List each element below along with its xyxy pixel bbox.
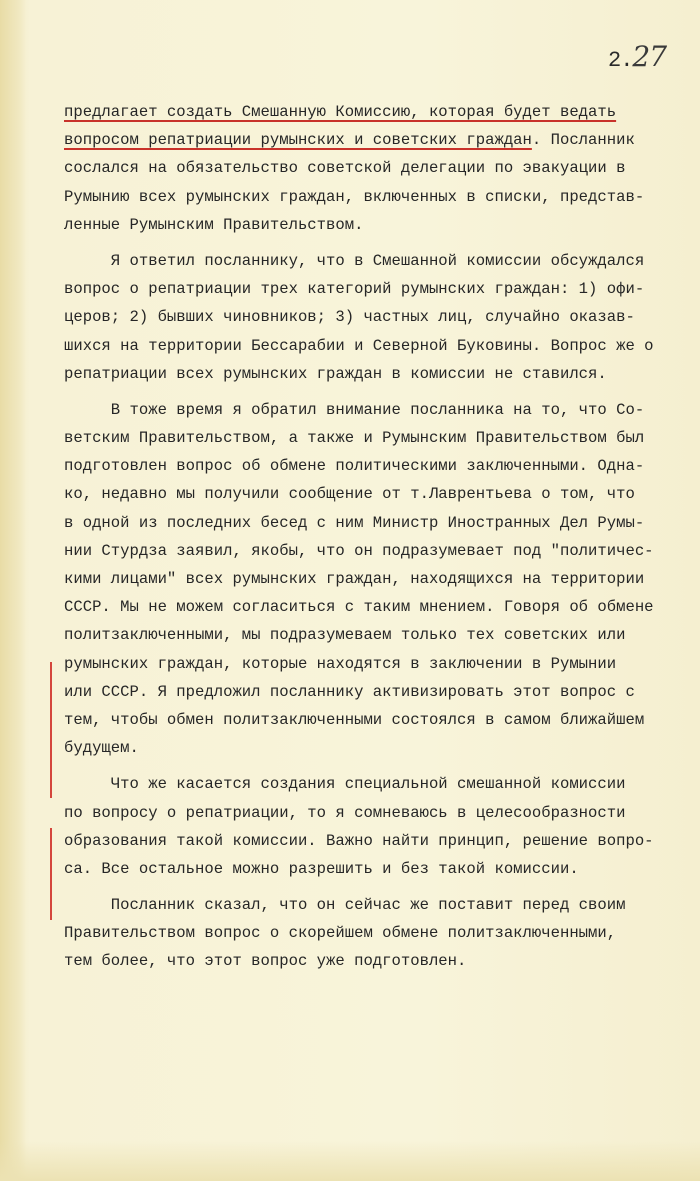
text-segment: Что же касается создания специальной смешанной комиссии — [64, 775, 626, 794]
text-segment: Румынию всех румынских граждан, включенных в списки, представ- — [64, 187, 645, 206]
text-line — [64, 424, 694, 452]
document-body — [64, 98, 694, 976]
text-segment: ко, недавно мы получили сообщение от т.Лаврентьева о том, что — [64, 485, 635, 504]
text-segment: Посланник сказал, что он сейчас же поставит перед своим — [64, 896, 626, 915]
text-line — [64, 332, 694, 360]
text-line — [64, 855, 694, 883]
text-line — [64, 126, 694, 154]
text-line — [64, 593, 694, 621]
text-segment: са. Все остальное можно разрешить и без такой комиссии. — [64, 859, 579, 878]
text-segment: будущем. — [64, 739, 139, 758]
paragraph-gap — [64, 239, 694, 247]
text-segment: сослался на обязательство советской делегации по эвакуации в — [64, 159, 626, 178]
text-line — [64, 919, 694, 947]
text-segment: в одной из последних бесед с ним Министр Иностранных Дел Румы- — [64, 513, 645, 532]
underlined-text: предлагает создать Смешанную Комиссию, которая будет ведать — [64, 103, 617, 121]
text-line — [64, 537, 694, 565]
text-segment: кими лицами" всех румынских граждан, находящихся на территории — [64, 570, 645, 588]
text-line — [64, 706, 694, 734]
paragraph-gap — [64, 388, 694, 396]
text-segment: шихся на территории Бессарабии и Северной Буковины. Вопрос же о — [64, 336, 654, 355]
text-segment: подготовлен вопрос об обмене политическими заключенными. Одна- — [64, 457, 645, 476]
text-line — [64, 247, 694, 275]
text-line — [64, 98, 694, 126]
text-segment: церов; 2) бывших чиновников; 3) частных лиц, случайно оказав- — [64, 308, 635, 327]
text-line — [64, 480, 694, 508]
text-line — [64, 303, 694, 331]
text-line — [64, 947, 694, 975]
text-line — [64, 154, 694, 182]
text-line — [64, 799, 694, 827]
text-segment: репатриации всех румынских граждан в комиссии не ставился. — [64, 364, 607, 383]
page-edge-shadow — [0, 0, 26, 1181]
text-segment: тем, чтобы обмен политзаключенными состоялся в самом ближайшем — [64, 710, 645, 729]
page-number-typed: 2. — [608, 48, 633, 73]
text-line — [64, 275, 694, 303]
margin-mark-commission — [50, 828, 52, 920]
text-line — [64, 565, 694, 593]
page-number — [608, 40, 666, 73]
text-line — [64, 360, 694, 388]
margin-mark-politprisoners — [50, 662, 52, 798]
text-segment: или СССР. Я предложил посланнику активизировать этот вопрос с — [64, 682, 635, 701]
text-segment: вопрос о репатриации трех категорий румынских граждан: 1) офи- — [64, 280, 645, 299]
text-line — [64, 734, 694, 762]
text-segment: СССР. Мы не можем согласиться с таким мнением. Говоря об обмене — [64, 598, 654, 617]
text-line — [64, 183, 694, 211]
text-segment: . Посланник — [531, 131, 635, 150]
text-line — [64, 396, 694, 424]
page-number-handwritten: 27 — [632, 40, 667, 73]
text-line — [64, 891, 694, 919]
page-bottom-shadow — [0, 1141, 700, 1181]
text-segment: Правительством вопрос о скорейшем обмене политзаключенными, — [64, 924, 617, 943]
text-line — [64, 770, 694, 798]
text-segment: политзаключенными, мы подразумеваем только тех советских или — [64, 626, 626, 645]
text-line — [64, 678, 694, 706]
text-segment: нии Стурдза заявил, якобы, что он подразумевает под "политичес- — [64, 541, 654, 560]
paragraph-gap — [64, 883, 694, 891]
text-segment: румынских граждан, которые находятся в заключении в Румынии — [64, 654, 617, 673]
underlined-text: вопросом репатриации румынских и советских граждан — [64, 131, 532, 150]
text-segment: по вопросу о репатриации, то я сомневаюсь в целесообразности — [64, 803, 626, 822]
text-segment: ленные Румынским Правительством. — [64, 215, 364, 234]
text-segment: В тоже время я обратил внимание посланника на то, что Со- — [64, 400, 645, 419]
text-segment: ветским Правительством, а также и Румынским Правительством был — [64, 429, 645, 448]
text-segment: тем более, что этот вопрос уже подготовлен. — [64, 952, 467, 971]
text-line — [64, 452, 694, 480]
text-line — [64, 211, 694, 239]
text-line — [64, 650, 694, 678]
text-line — [64, 621, 694, 649]
text-segment: Я ответил посланнику, что в Смешанной комиссии обсуждался — [64, 251, 645, 270]
text-segment: образования такой комиссии. Важно найти принцип, решение вопро- — [64, 831, 654, 850]
paragraph-gap — [64, 762, 694, 770]
text-line — [64, 509, 694, 537]
text-line — [64, 827, 694, 855]
